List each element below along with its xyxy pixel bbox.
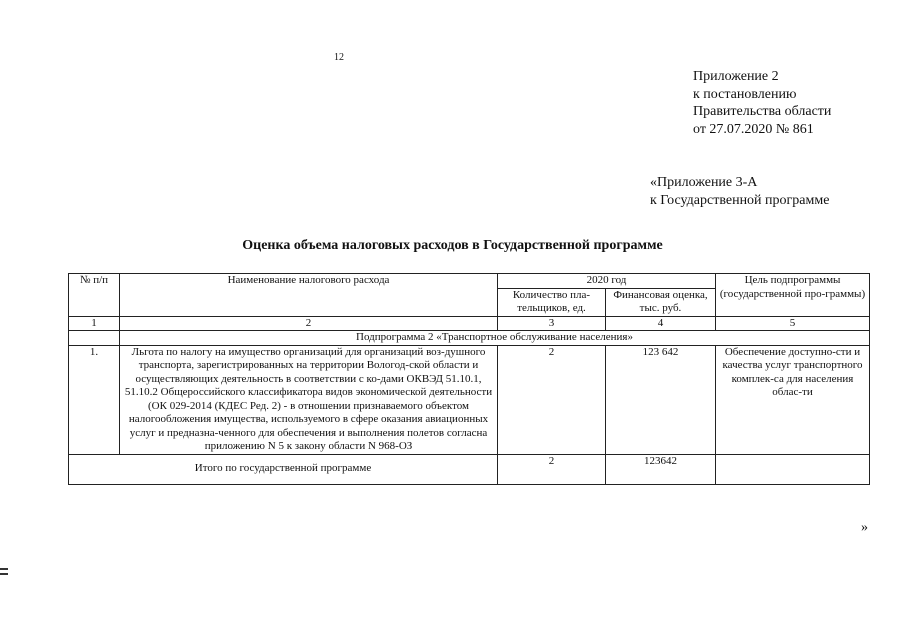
row-count: 2 — [498, 345, 606, 454]
total-fin: 123642 — [606, 454, 716, 484]
document-title: Оценка объема налоговых расходов в Государственной программе — [242, 238, 663, 253]
total-label: Итого по государственной программе — [69, 454, 498, 484]
attachment-line: Приложение 2 — [693, 69, 779, 84]
row-goal: Обеспечение доступно-сти и качества услуг транспортного комплек-са для населения облас-ти — [716, 345, 870, 454]
attachment-header — [693, 68, 831, 138]
index-cell: 5 — [716, 316, 870, 331]
header-goal: Цель подпрограммы (государственной про-граммы) — [716, 274, 870, 317]
closing-quote: » — [861, 520, 868, 535]
tax-expense-table — [68, 273, 870, 485]
row-fin: 123 642 — [606, 345, 716, 454]
total-goal — [716, 454, 870, 484]
total-count: 2 — [498, 454, 606, 484]
attachment-line: «Приложение 3-А — [650, 175, 758, 190]
index-cell: 2 — [120, 316, 498, 331]
subprogram-title: Подпрограмма 2 «Транспортное обслуживание населения» — [120, 331, 870, 346]
total-row — [69, 454, 870, 484]
index-cell: 1 — [69, 316, 120, 331]
header-num: № п/п — [69, 274, 120, 317]
attachment-line: от 27.07.2020 № 861 — [693, 121, 814, 137]
table-header-row — [69, 274, 870, 289]
program-attachment-header — [650, 174, 829, 210]
index-cell: 4 — [606, 316, 716, 331]
index-cell: 3 — [498, 316, 606, 331]
attachment-line: к Государственной программе — [650, 193, 830, 208]
page-number: 12 — [334, 52, 344, 63]
scan-edge-mark — [0, 568, 8, 570]
scan-edge-mark — [0, 573, 8, 575]
subprogram-blank — [69, 331, 120, 346]
row-num: 1. — [69, 345, 120, 454]
table-row — [69, 345, 870, 454]
header-year: 2020 год — [498, 274, 716, 289]
header-count: Количество пла-тельщиков, ед. — [498, 288, 606, 316]
table-index-row — [69, 316, 870, 331]
attachment-line: к постановлению — [693, 86, 797, 102]
attachment-line: Правительства области — [693, 104, 832, 119]
row-name: Льгота по налогу на имущество организаций для организаций воз-душного транспорта, зарегистрированных на территории Вологод-ской области и осуществляющих деятельность в соответствии с ко-дами ОКВЭД 51.10.1, 51.10.2 Общероссийского классификатора видов экономической деятельности (ОК 029-2014 (КДЕС Ред. 2) - в отношении признаваемого объектом налогообложения имущества, используемого в сфере оказания авиационных услуг и предназна-ченного для обеспечения и выполнения полетов согласна приложению N 5 к закону области N 968-ОЗ — [120, 345, 498, 454]
subprogram-row — [69, 331, 870, 346]
header-fin: Финансовая оценка, тыс. руб. — [606, 288, 716, 316]
header-name: Наименование налогового расхода — [120, 274, 498, 317]
